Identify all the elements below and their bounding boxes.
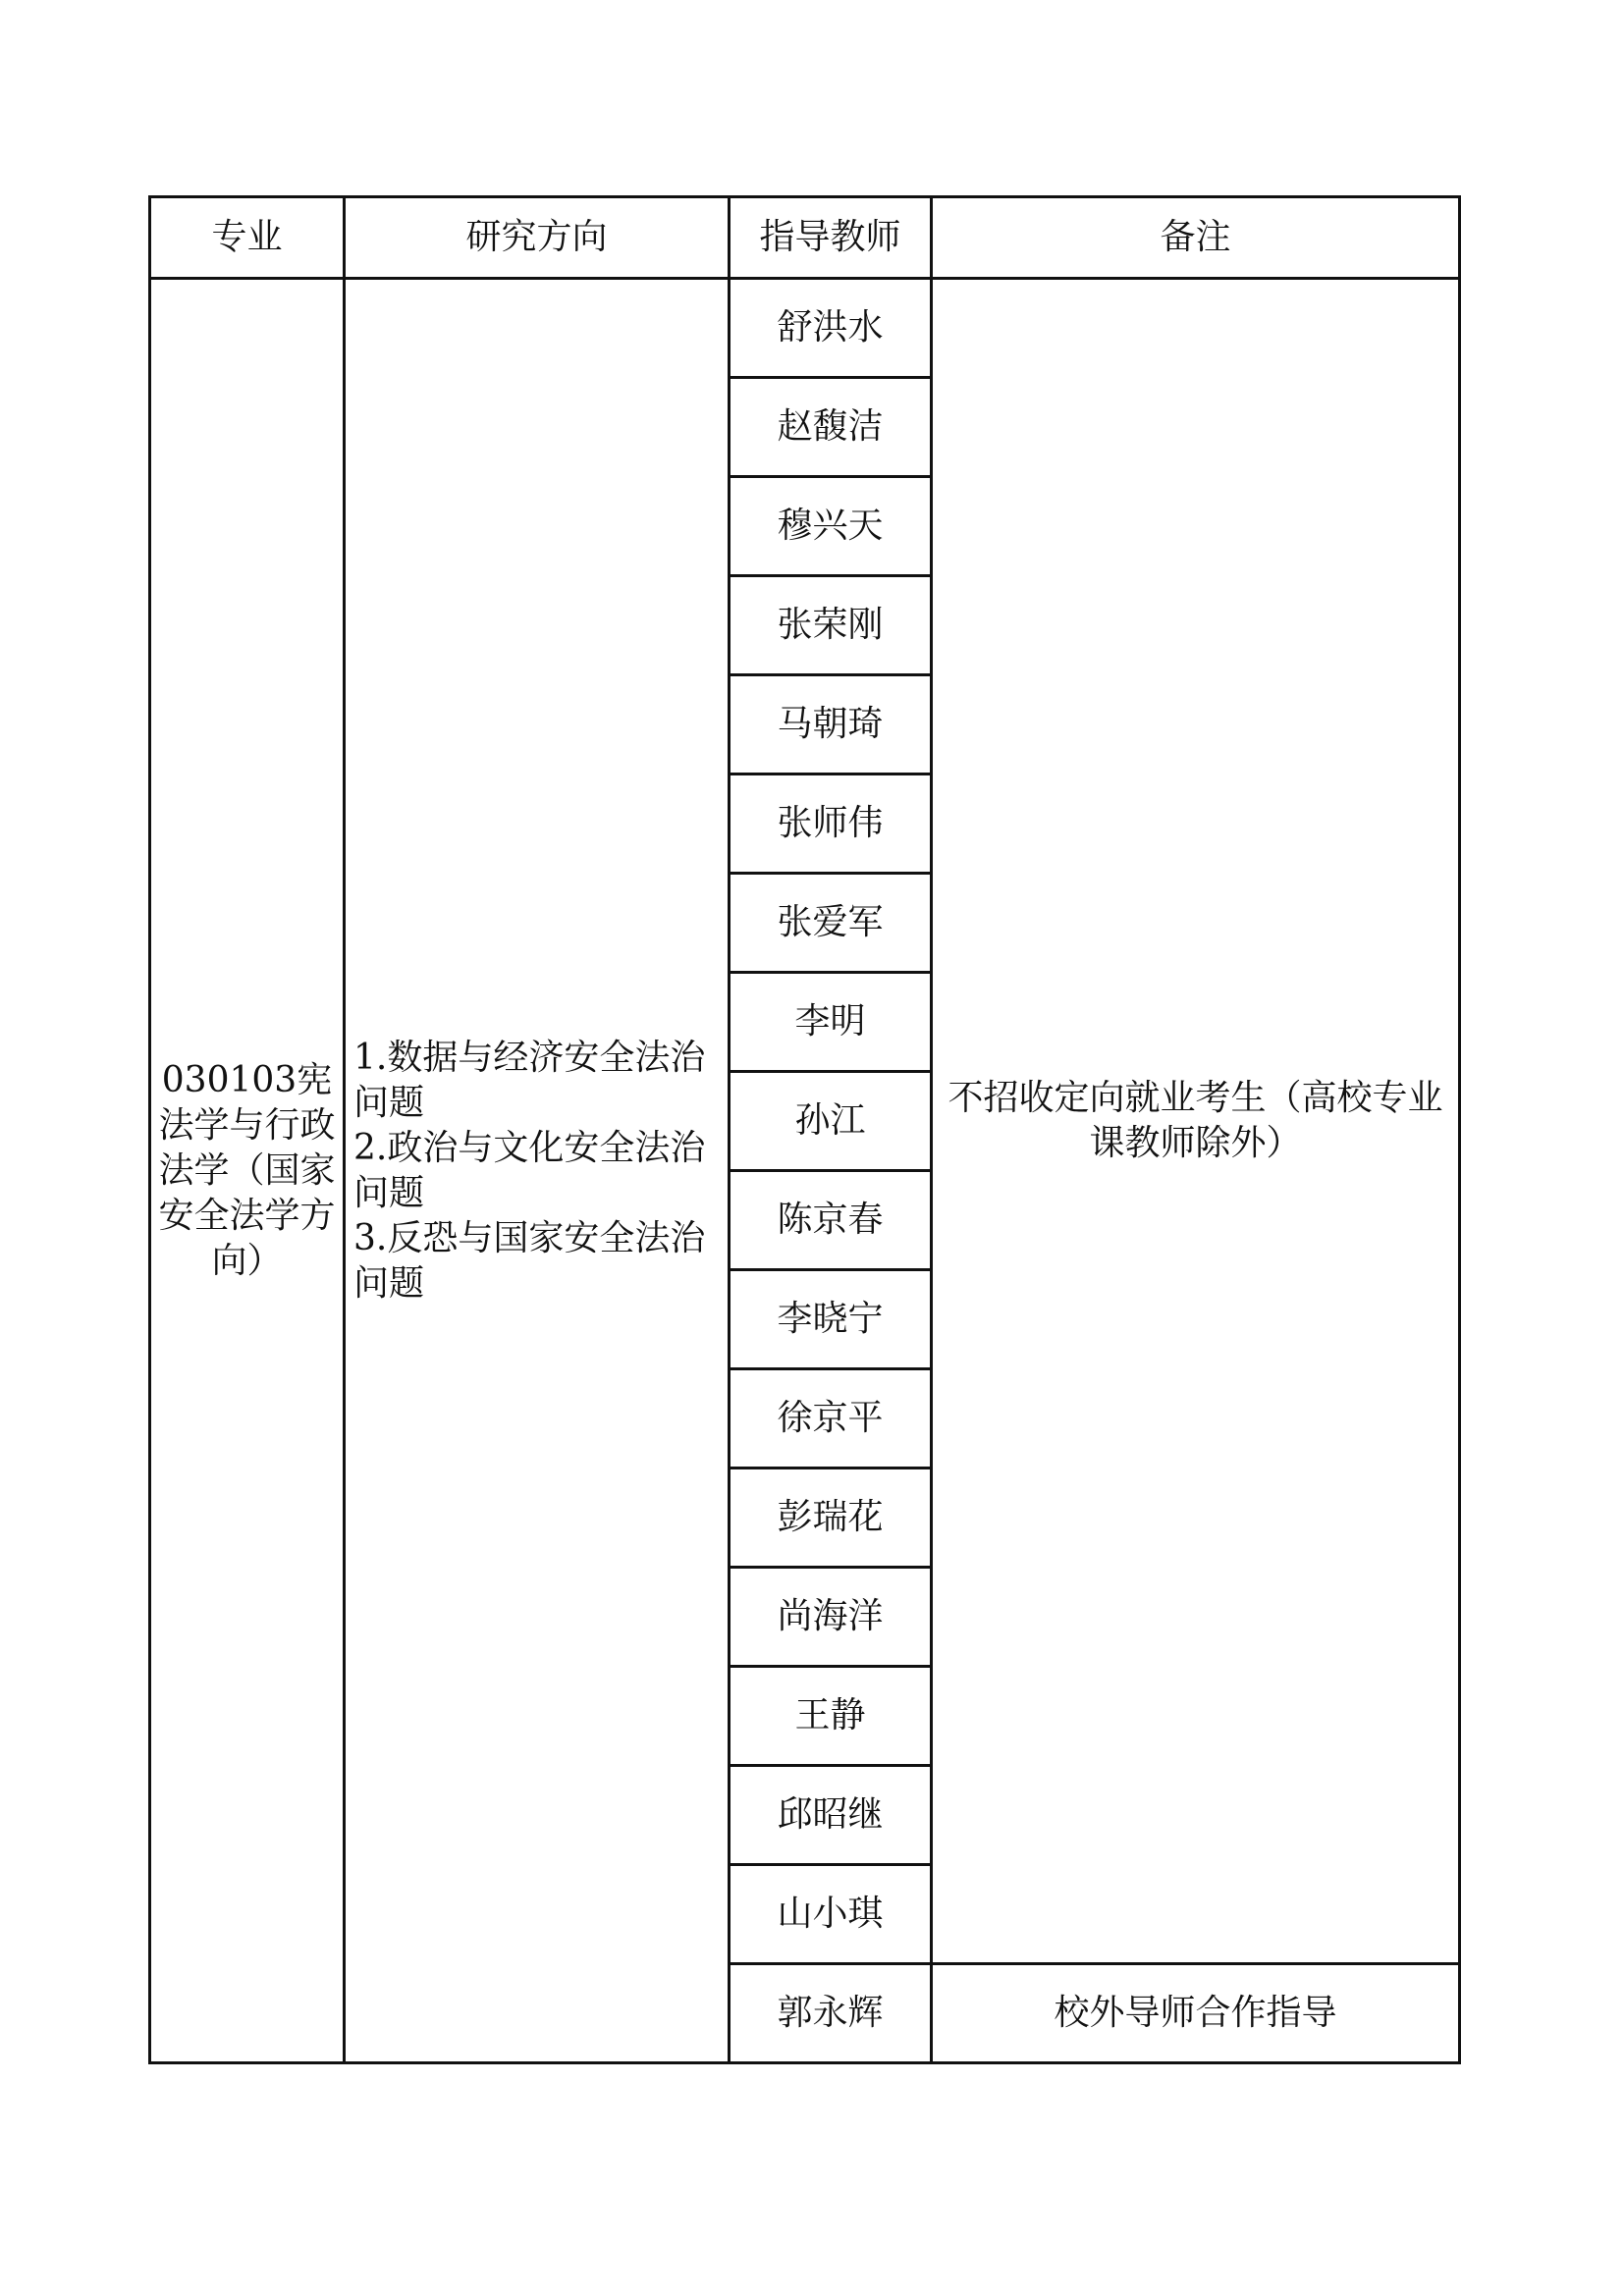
teacher-name: 舒洪水 [730,279,932,378]
header-major: 专业 [150,197,345,279]
teacher-name: 邱昭继 [730,1766,932,1865]
teacher-name: 赵馥洁 [730,378,932,477]
teacher-name: 山小琪 [730,1865,932,1964]
direction-cell [345,279,730,2063]
direction-item: 3.反恐与国家安全法治问题 [353,1217,706,1304]
teacher-name: 穆兴天 [730,477,932,576]
teacher-name: 马朝琦 [730,675,932,774]
teacher-name: 郭永辉 [730,1964,932,2063]
teacher-name: 张师伟 [730,774,932,874]
table-header-row [150,197,1460,279]
major-cell: 030103宪法学与行政法学（国家安全法学方向） [150,279,345,2063]
teacher-name: 张荣刚 [730,576,932,675]
header-direction: 研究方向 [345,197,730,279]
table-row [150,279,1460,378]
teacher-name: 王静 [730,1667,932,1766]
direction-item: 1.数据与经济安全法治问题 [353,1037,706,1123]
teacher-name: 孙江 [730,1072,932,1171]
teacher-name: 李明 [730,973,932,1072]
header-teacher: 指导教师 [730,197,932,279]
teacher-name: 徐京平 [730,1369,932,1468]
teacher-name: 陈京春 [730,1171,932,1270]
direction-item: 2.政治与文化安全法治问题 [353,1127,706,1213]
header-note: 备注 [932,197,1460,279]
teacher-name: 张爱军 [730,874,932,973]
teacher-name: 尚海洋 [730,1568,932,1667]
teacher-name: 李晓宁 [730,1270,932,1369]
teacher-name: 彭瑞花 [730,1468,932,1568]
note-cell-main: 不招收定向就业考生（高校专业课教师除外） [932,279,1460,1964]
note-cell-last: 校外导师合作指导 [932,1964,1460,2063]
admissions-table [148,195,1461,2064]
